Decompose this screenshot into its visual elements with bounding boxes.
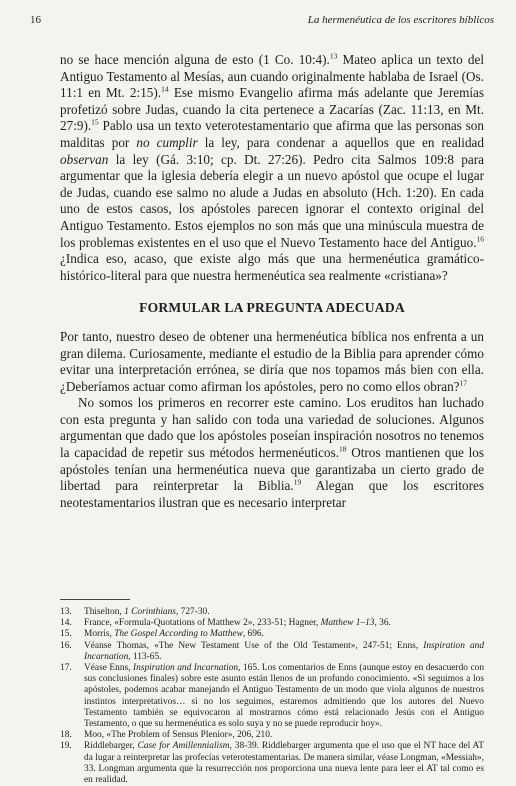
footnote-ref: 16 <box>476 234 484 244</box>
page-number: 16 <box>30 14 41 26</box>
text-run: No somos los primeros en recorrer este camino. Los eruditos han luchado con esta pregunta y han salido con toda una variedad de soluciones. Algunos argumentan que dado que los apóstoles poseían inspiración nosotros no tenemos la capacidad de repetir sus métodos hermenéuticos. <box>60 395 484 461</box>
footnote-text-run: Morris, <box>84 629 115 640</box>
footnote-title: Inspiration and Incarnation <box>84 640 485 662</box>
page-header <box>30 14 494 30</box>
footnote-number: 16. <box>60 640 72 651</box>
section-heading: FORMULAR LA PREGUNTA ADECUADA <box>139 300 405 316</box>
footnote <box>60 741 484 786</box>
paragraph-2 <box>60 329 484 395</box>
footnote-number: 14. <box>60 618 72 629</box>
footnote-ref: 15 <box>91 117 99 127</box>
footnote-title: The Gospel According to Matthew <box>114 629 243 640</box>
footnote-text <box>84 607 484 618</box>
emphasis: no cumplir <box>136 134 198 150</box>
footnotes <box>60 607 484 786</box>
footnote-text-run: , 727-30. <box>175 607 210 617</box>
text-run: Mateo aplica un texto del Antiguo Testamento al Mesías, aun cuando originalmente hablaba de Israel (Os. 11:1 en Mt. 2:15). <box>60 52 484 101</box>
footnote <box>60 629 484 640</box>
footnote-number: 17. <box>60 663 72 674</box>
text-run: Alegan que los escritores neotestamentarios ilustran que es necesario interpretar <box>60 478 484 510</box>
running-head: La hermenéutica de los escritores bíblicos <box>307 14 494 26</box>
text-run: Por tanto, nuestro deseo de obtener una hermenéutica bíblica nos enfrenta a un gran dilema. Curiosamente, mediante el estudio de la Biblia para aprender cómo evitar una interpretación errónea, se diría que nos topamos más bien con ella. ¿Deberíamos actuar como afirman los apóstoles, pero no como ellos obran? <box>60 328 484 394</box>
text-run: ¿Indica eso, acaso, que existe algo más que una hermenéutica gramático-histórico-literal para que nuestra hermenéutica sea realmente «cristiana»? <box>60 251 484 283</box>
footnote-title: Matthew 1–13 <box>320 618 375 629</box>
footnote-ref: 13 <box>329 51 338 61</box>
paragraph-3 <box>60 395 484 511</box>
footnote <box>60 663 484 730</box>
footnote-text <box>84 618 484 629</box>
footnotes-divider <box>60 599 130 600</box>
footnote-text-run: Véanse Thomas, «The New Testament Use of the Old Testament», 247-51; Enns, <box>84 640 424 651</box>
footnote-ref: 18 <box>339 444 347 454</box>
footnote <box>60 730 484 741</box>
footnote-text-run: Thiselton, <box>84 607 125 617</box>
footnote-ref: 14 <box>161 84 169 94</box>
footnote-title: Case for Amillennialism <box>137 741 230 752</box>
text-run: no se hace mención alguna de esto (1 Co. 10:4). <box>60 52 330 67</box>
footnote-text-run: , 36. <box>374 618 391 629</box>
text-run: Pablo usa un texto veterotestamentario que afirma que las personas son malditas por <box>60 118 484 150</box>
footnote-ref: 19 <box>293 477 302 487</box>
footnote-title: 1 Corinthians <box>124 607 176 617</box>
footnote <box>60 607 484 618</box>
paragraph-1 <box>60 52 484 284</box>
footnote-title: Inspiration and Incarnation <box>133 663 239 674</box>
footnote-text <box>84 663 484 730</box>
footnote-text-run: , 113-65. <box>128 651 162 662</box>
footnote-text-run: Moo, «The Problem of Sensus Plenior», 206, 210. <box>84 730 273 741</box>
footnote-number: 18. <box>60 730 72 741</box>
footnote <box>60 618 484 629</box>
footnote-text-run: France, «Formula-Quotations of Matthew 2», 233-51; Hagner, <box>84 618 321 629</box>
footnote-number: 19. <box>60 741 72 752</box>
emphasis: observan <box>60 151 109 167</box>
footnote-text-run: , 696. <box>242 629 264 640</box>
footnote-text-run: , 165. Los comentarios de Enns (aunque estoy en desacuerdo con sus conclusiones finales) sobre este asunto están llenos de un profundo conocimiento. «Si seguimos a los apóstoles, podemos acabar manejando el Antiguo Testamento de un modo que viola algunos de nuestros instintos interpretativos… si no los seguimos, estaremos admitiendo que los autores del Nuevo Testamento también se equivocaron al mostrarnos cómo está relacionado Jesús con el Antiguo Testamento, o que su hermenéutica es solo suya y no se puede reproducir hoy». <box>84 663 485 730</box>
text-run: Otros mantienen que los apóstoles tenían una hermenéutica nueva que garantizaba un cierto grado de libertad para reinterpretar la Biblia. <box>60 445 484 494</box>
main-text <box>60 52 484 511</box>
footnote-ref: 17 <box>459 378 468 388</box>
footnote <box>60 641 484 663</box>
text-run: la ley, para condenar a aquellos que en realidad <box>197 134 485 150</box>
footnote-number: 13. <box>60 607 72 617</box>
footnote-number: 15. <box>60 629 72 640</box>
footnote-text <box>84 641 484 663</box>
footnote-text <box>84 730 484 741</box>
footnote-text <box>84 629 484 640</box>
footnote-text-run: Véase Enns, <box>84 663 134 674</box>
footnote-text-run: Riddlebarger, <box>84 741 138 752</box>
text-run: Ese mismo Evangelio afirma más adelante que Jeremías profetizó sobre Judas, cuando la cita pertenece a Zacarías (Zac. 11:13, en Mt. 27:9). <box>60 85 484 134</box>
footnote-text <box>84 741 484 786</box>
footnote-text-run: , 38-39. Riddlebarger argumenta que el uso que el NT hace del AT da lugar a reinterpretar las profecías veterotestamentarias. De manera similar, véase Longman, «Messiah», 33. Longman argumenta que la resurrección nos proporciona una nueva lente para leer el AT tal como es en realidad. <box>84 741 484 786</box>
text-run: la ley (Gá. 3:10; cp. Dt. 27:26). Pedro cita Salmos 109:8 para argumentar que la iglesia debería elegir a un nuevo apóstol que ocupe el lugar de Judas, cuando ese salmo no alude a Judas en absoluto (Hch. 1:20). En cada uno de estos casos, los apóstoles parecen ignorar el contexto original del Antiguo Testamento. Estos ejemplos no son más que una minúscula muestra de los problemas existentes en el uso que el Nuevo Testamento hace del Antiguo. <box>60 151 484 250</box>
